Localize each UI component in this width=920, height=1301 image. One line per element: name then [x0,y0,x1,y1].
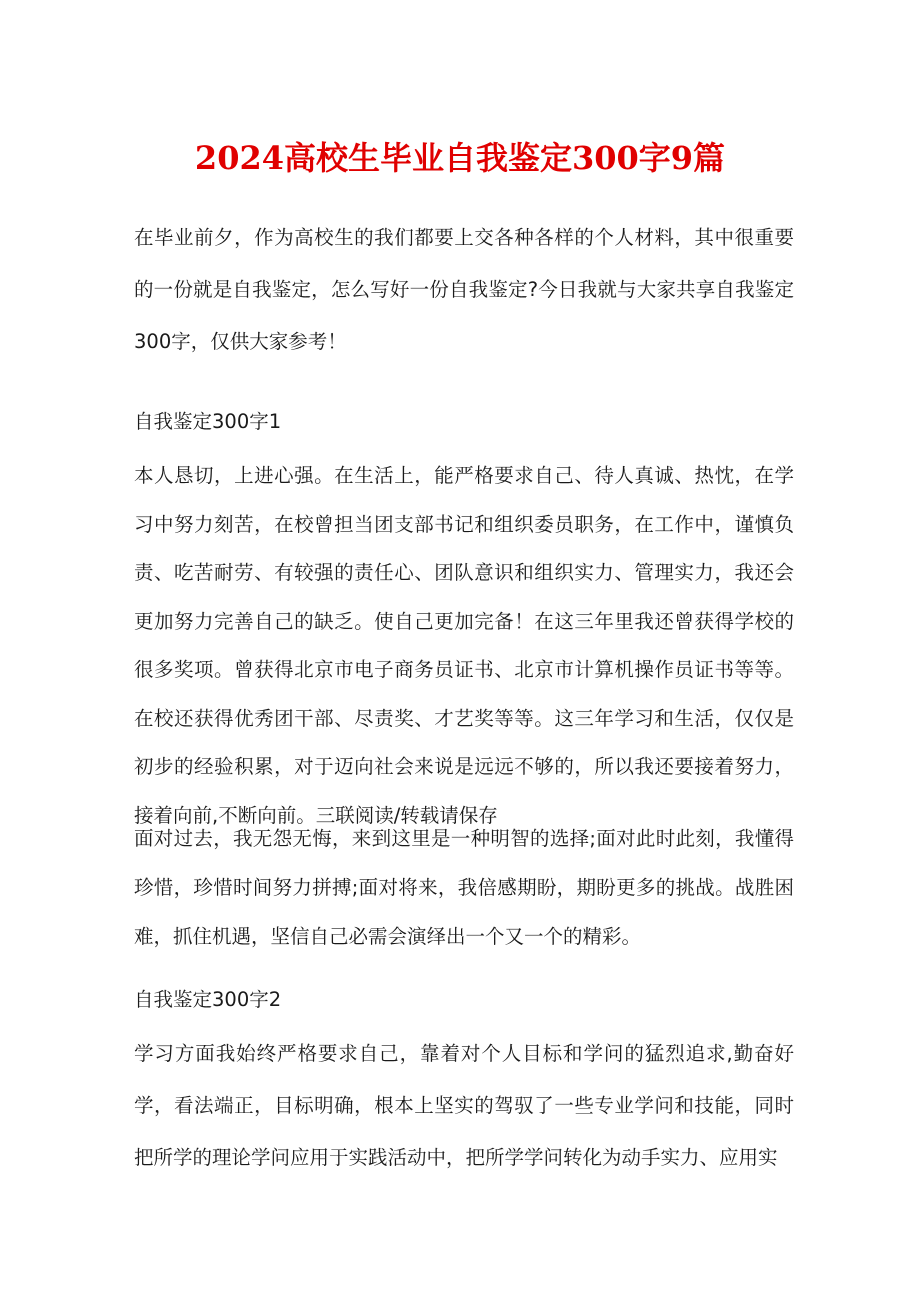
section-1-paragraph-2: 面对过去，我无怨无悔，来到这里是一种明智的选择;面对此时此刻，我懂得珍惜，珍惜时间努力拼搏;面对将来，我倍感期盼，期盼更多的挑战。战胜困难，抓住机遇，坚信自己必需会演绎出一个又一个的精彩。 [134,827,794,948]
section-1-heading: 自我鉴定300字1 [134,410,282,433]
intro-paragraph: 在毕业前夕，作为高校生的我们都要上交各种各样的个人材料，其中很重要的一份就是自我鉴定，怎么写好一份自我鉴定?今日我就与大家共享自我鉴定300字，仅供大家参考！ [134,226,794,353]
section-2-heading: 自我鉴定300字2 [134,988,282,1011]
section-1-paragraph-1: 本人恳切，上进心强。在生活上，能严格要求自己、待人真诚、热忱，在学习中努力刻苦，在校曾担当团支部书记和组织委员职务，在工作中，谨慎负责、吃苦耐劳、有较强的责任心、团队意识和组织实力、管理实力，我还会更加努力完善自己的缺乏。使自己更加完备！在这三年里我还曾获得学校的很多奖项。曾获得北京市电子商务员证书、北京市计算机操作员证书等等。在校还获得优秀团干部、尽责奖、才艺奖等等。这三年学习和生活，仅仅是初步的经验积累，对于迈向社会来说是远远不够的，所以我还要接着努力，接着向前,不断向前。三联阅读/转载请保存 [134,464,794,827]
section-2-paragraph-1: 学习方面我始终严格要求自己，靠着对个人目标和学问的猛烈追求,勤奋好学，看法端正，目标明确，根本上坚实的驾驭了一些专业学问和技能，同时把所学的理论学问应用于实践活动中，把所学学问转化为动手实力、应用实 [134,1042,794,1169]
document-title: 2024高校生毕业自我鉴定300字9篇 [194,139,726,177]
